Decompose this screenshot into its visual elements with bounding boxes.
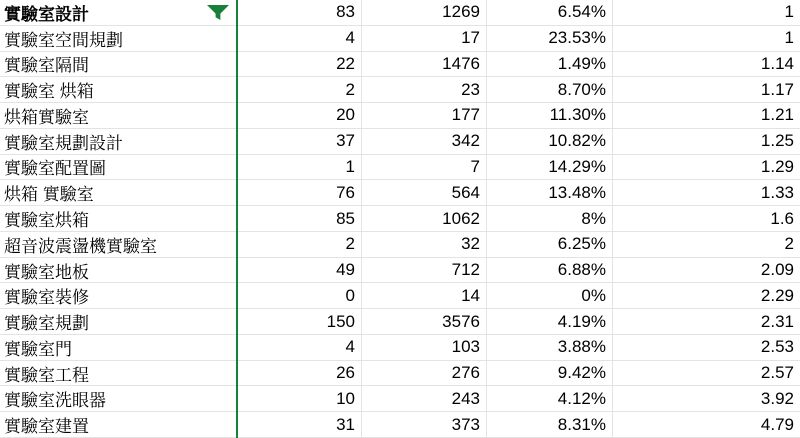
number-cell[interactable]: 32 [362, 232, 487, 257]
number-cell[interactable]: 14 [362, 283, 487, 308]
table-row [0, 0, 800, 26]
number-cell[interactable]: 1.29 [760, 156, 794, 176]
keyword-cell[interactable]: 實驗室建置 [4, 417, 89, 437]
keyword-cell[interactable]: 實驗室規劃設計 [4, 133, 123, 153]
table-row [0, 283, 800, 309]
percent-cell[interactable]: 11.30% [487, 103, 613, 128]
percent-cell[interactable]: 13.48% [487, 180, 613, 205]
number-cell[interactable]: 103 [362, 335, 487, 360]
number-cell[interactable]: 150 [238, 309, 362, 334]
percent-cell[interactable]: 3.88% [487, 335, 613, 360]
percent-cell[interactable]: 0% [487, 283, 613, 308]
percent-cell[interactable]: 9.42% [487, 361, 613, 386]
number-cell[interactable]: 373 [362, 412, 487, 437]
percent-cell[interactable]: 6.88% [487, 258, 613, 283]
keyword-cell[interactable]: 實驗室門 [4, 339, 72, 359]
keyword-cell[interactable]: 實驗室配置圖 [4, 159, 106, 179]
keyword-cell[interactable]: 烘箱 實驗室 [4, 185, 94, 205]
keyword-cell[interactable]: 超音波震盪機實驗室 [4, 236, 157, 256]
keyword-cell[interactable]: 實驗室烘箱 [4, 211, 89, 231]
table-row [0, 232, 800, 258]
table-row [0, 77, 800, 103]
number-cell[interactable]: 1.33 [760, 182, 794, 202]
keyword-cell[interactable]: 實驗室空間規劃 [4, 30, 123, 50]
number-cell[interactable]: 276 [362, 361, 487, 386]
number-cell[interactable]: 4 [238, 335, 362, 360]
number-cell[interactable]: 1062 [362, 206, 487, 231]
table-row [0, 206, 800, 232]
number-cell[interactable]: 2.29 [760, 285, 794, 305]
number-cell[interactable]: 2.53 [760, 337, 794, 357]
number-cell[interactable]: 1 [784, 2, 794, 22]
number-cell[interactable]: 26 [238, 361, 362, 386]
number-cell[interactable]: 1.14 [760, 53, 794, 73]
number-cell[interactable]: 76 [238, 180, 362, 205]
number-cell[interactable]: 31 [238, 412, 362, 437]
filter-icon[interactable] [207, 5, 229, 20]
number-cell[interactable]: 4.79 [760, 414, 794, 434]
number-cell[interactable]: 2.09 [760, 260, 794, 280]
number-cell[interactable]: 1.17 [760, 79, 794, 99]
percent-cell[interactable]: 10.82% [487, 129, 613, 154]
number-cell[interactable]: 83 [238, 0, 362, 25]
number-cell[interactable]: 4 [238, 26, 362, 51]
percent-cell[interactable]: 8% [487, 206, 613, 231]
number-cell[interactable]: 2 [238, 232, 362, 257]
number-cell[interactable]: 17 [362, 26, 487, 51]
number-cell[interactable]: 712 [362, 258, 487, 283]
table-row [0, 52, 800, 78]
percent-cell[interactable]: 6.25% [487, 232, 613, 257]
number-cell[interactable]: 20 [238, 103, 362, 128]
number-cell[interactable]: 1269 [362, 0, 487, 25]
number-cell[interactable]: 22 [238, 52, 362, 77]
keyword-cell[interactable] [0, 0, 238, 25]
number-cell[interactable]: 37 [238, 129, 362, 154]
table-row [0, 309, 800, 335]
keyword-cell[interactable]: 實驗室 烘箱 [4, 82, 94, 102]
keyword-cell[interactable]: 實驗室裝修 [4, 288, 89, 308]
number-cell[interactable]: 10 [238, 386, 362, 411]
table-row [0, 26, 800, 52]
percent-cell[interactable]: 14.29% [487, 155, 613, 180]
percent-cell[interactable]: 8.70% [487, 77, 613, 102]
keyword-text: 實驗室設計 [4, 4, 89, 24]
table-row [0, 129, 800, 155]
percent-cell[interactable]: 1.49% [487, 52, 613, 77]
number-cell[interactable]: 3576 [362, 309, 487, 334]
percent-cell[interactable]: 6.54% [487, 0, 613, 25]
keyword-cell[interactable]: 實驗室隔間 [4, 56, 89, 76]
number-cell[interactable]: 2 [238, 77, 362, 102]
number-cell[interactable]: 7 [362, 155, 487, 180]
number-cell[interactable]: 23 [362, 77, 487, 102]
percent-cell[interactable]: 8.31% [487, 412, 613, 437]
number-cell[interactable]: 1 [784, 28, 794, 48]
number-cell[interactable]: 49 [238, 258, 362, 283]
number-cell[interactable]: 85 [238, 206, 362, 231]
table-row [0, 155, 800, 181]
number-cell[interactable]: 2.57 [760, 363, 794, 383]
keyword-cell[interactable]: 實驗室規劃 [4, 314, 89, 334]
number-cell[interactable]: 1.25 [760, 131, 794, 151]
number-cell[interactable]: 0 [238, 283, 362, 308]
number-cell[interactable]: 243 [362, 386, 487, 411]
table-row [0, 412, 800, 438]
percent-cell[interactable]: 4.12% [487, 386, 613, 411]
number-cell[interactable]: 2.31 [760, 311, 794, 331]
number-cell[interactable]: 1.6 [770, 208, 794, 228]
keyword-cell[interactable]: 烘箱實驗室 [4, 107, 89, 127]
percent-cell[interactable]: 23.53% [487, 26, 613, 51]
number-cell[interactable]: 2 [784, 234, 794, 254]
table-row [0, 180, 800, 206]
table-row [0, 361, 800, 387]
number-cell[interactable]: 1476 [362, 52, 487, 77]
table-row [0, 103, 800, 129]
number-cell[interactable]: 1 [238, 155, 362, 180]
filter-range-border [236, 0, 238, 438]
keyword-cell[interactable]: 實驗室工程 [4, 365, 89, 385]
table-row [0, 335, 800, 361]
number-cell[interactable]: 1.21 [760, 105, 794, 125]
number-cell[interactable]: 342 [362, 129, 487, 154]
number-cell[interactable]: 177 [362, 103, 487, 128]
percent-cell[interactable]: 4.19% [487, 309, 613, 334]
number-cell[interactable]: 564 [362, 180, 487, 205]
table-row [0, 386, 800, 412]
keyword-cell[interactable]: 實驗室洗眼器 [4, 391, 106, 411]
table-row [0, 258, 800, 284]
number-cell[interactable]: 3.92 [760, 388, 794, 408]
keyword-cell[interactable]: 實驗室地板 [4, 262, 89, 282]
